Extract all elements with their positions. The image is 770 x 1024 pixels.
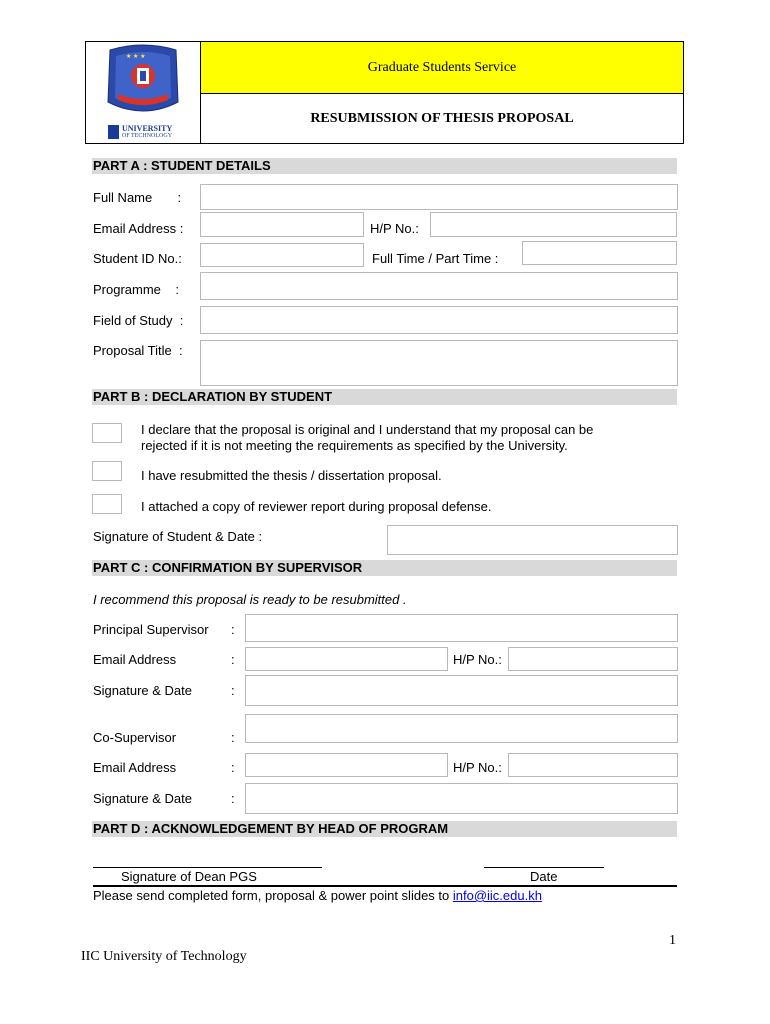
co-hp-field[interactable] <box>508 753 678 777</box>
declaration-reviewer-report-text: I attached a copy of reviewer report during proposal defense. <box>141 499 492 514</box>
co-supervisor-colon: : <box>231 730 235 745</box>
full-name-field[interactable] <box>200 184 678 210</box>
declaration-original-checkbox[interactable] <box>92 423 122 443</box>
principal-supervisor-colon: : <box>231 622 235 637</box>
supervisor-email-field[interactable] <box>245 647 448 671</box>
co-signature-colon: : <box>231 791 235 806</box>
declaration-reviewer-report-checkbox[interactable] <box>92 494 122 514</box>
field-of-study-field[interactable] <box>200 306 678 334</box>
co-hp-label: H/P No.: <box>453 760 502 775</box>
logo-university-text: UNIVERSITY <box>122 124 173 133</box>
principal-supervisor-field[interactable] <box>245 614 678 642</box>
supervisor-hp-field[interactable] <box>508 647 678 671</box>
org-banner: Graduate Students Service <box>201 42 683 94</box>
part-a-heading: PART A : STUDENT DETAILS <box>92 158 677 174</box>
part-d-heading: PART D : ACKNOWLEDGEMENT BY HEAD OF PROGRAM <box>92 821 677 837</box>
programme-label: Programme : <box>93 282 179 297</box>
supervisor-email-colon: : <box>231 652 235 667</box>
proposal-title-label: Proposal Title : <box>93 343 183 358</box>
co-email-colon: : <box>231 760 235 775</box>
dean-signature-line <box>93 867 322 868</box>
declaration-original-line2: rejected if it is not meeting the requirements as specified by the University. <box>141 438 568 453</box>
supervisor-hp-label: H/P No.: <box>453 652 502 667</box>
supervisor-signature-label: Signature & Date <box>93 683 193 698</box>
part-b-heading: PART B : DECLARATION BY STUDENT <box>92 389 677 405</box>
declaration-resubmitted-text: I have resubmitted the thesis / dissertation proposal. <box>141 468 442 483</box>
hp-label: H/P No.: <box>370 221 419 236</box>
principal-supervisor-label: Principal Supervisor <box>93 622 209 637</box>
date-line <box>484 867 604 868</box>
email-label: Email Address : <box>93 221 184 236</box>
supervisor-signature-colon: : <box>231 683 235 698</box>
contact-email-link[interactable]: info@iic.edu.kh <box>452 888 542 903</box>
proposal-title-field[interactable] <box>200 340 678 386</box>
supervisor-signature-field[interactable] <box>245 675 678 706</box>
university-logo <box>86 42 201 143</box>
full-name-label: Full Name : <box>93 190 182 205</box>
part-c-heading: PART C : CONFIRMATION BY SUPERVISOR <box>92 560 677 576</box>
co-email-field[interactable] <box>245 753 448 777</box>
co-email-label: Email Address <box>93 760 177 775</box>
form-title: RESUBMISSION OF THESIS PROPOSAL <box>310 111 574 126</box>
declaration-resubmitted-checkbox[interactable] <box>92 461 122 481</box>
date-label: Date <box>530 869 558 884</box>
student-id-field[interactable] <box>200 243 364 267</box>
co-signature-field[interactable] <box>245 783 678 814</box>
form-header <box>85 41 684 144</box>
footer-org: IIC University of Technology <box>81 949 247 964</box>
student-signature-field[interactable] <box>387 525 678 555</box>
logo-tech-text: OF TECHNOLOGY <box>122 133 173 139</box>
submission-note <box>93 888 542 903</box>
programme-field[interactable] <box>200 272 678 300</box>
page-number: 1 <box>669 933 676 948</box>
student-signature-label: Signature of Student & Date : <box>93 529 263 544</box>
co-supervisor-field[interactable] <box>245 714 678 743</box>
field-of-study-label: Field of Study : <box>93 313 184 328</box>
student-id-label: Student ID No.: <box>93 251 182 266</box>
declaration-original-line1: I declare that the proposal is original and I understand that my proposal can be <box>141 422 594 437</box>
submission-note-text: Please send completed form, proposal & power point slides to <box>93 888 453 903</box>
email-field[interactable] <box>200 212 364 237</box>
recommend-text: I recommend this proposal is ready to be resubmitted . <box>93 592 407 607</box>
co-supervisor-label: Co-Supervisor <box>93 730 177 745</box>
footer-rule <box>93 885 677 887</box>
supervisor-email-label: Email Address <box>93 652 177 667</box>
fulltime-field[interactable] <box>522 241 677 265</box>
dean-signature-label: Signature of Dean PGS <box>121 869 257 884</box>
svg-text:★ ★ ★: ★ ★ ★ <box>126 54 146 60</box>
co-signature-label: Signature & Date <box>93 791 193 806</box>
hp-field[interactable] <box>430 212 677 237</box>
fulltime-label: Full Time / Part Time : <box>372 251 499 266</box>
